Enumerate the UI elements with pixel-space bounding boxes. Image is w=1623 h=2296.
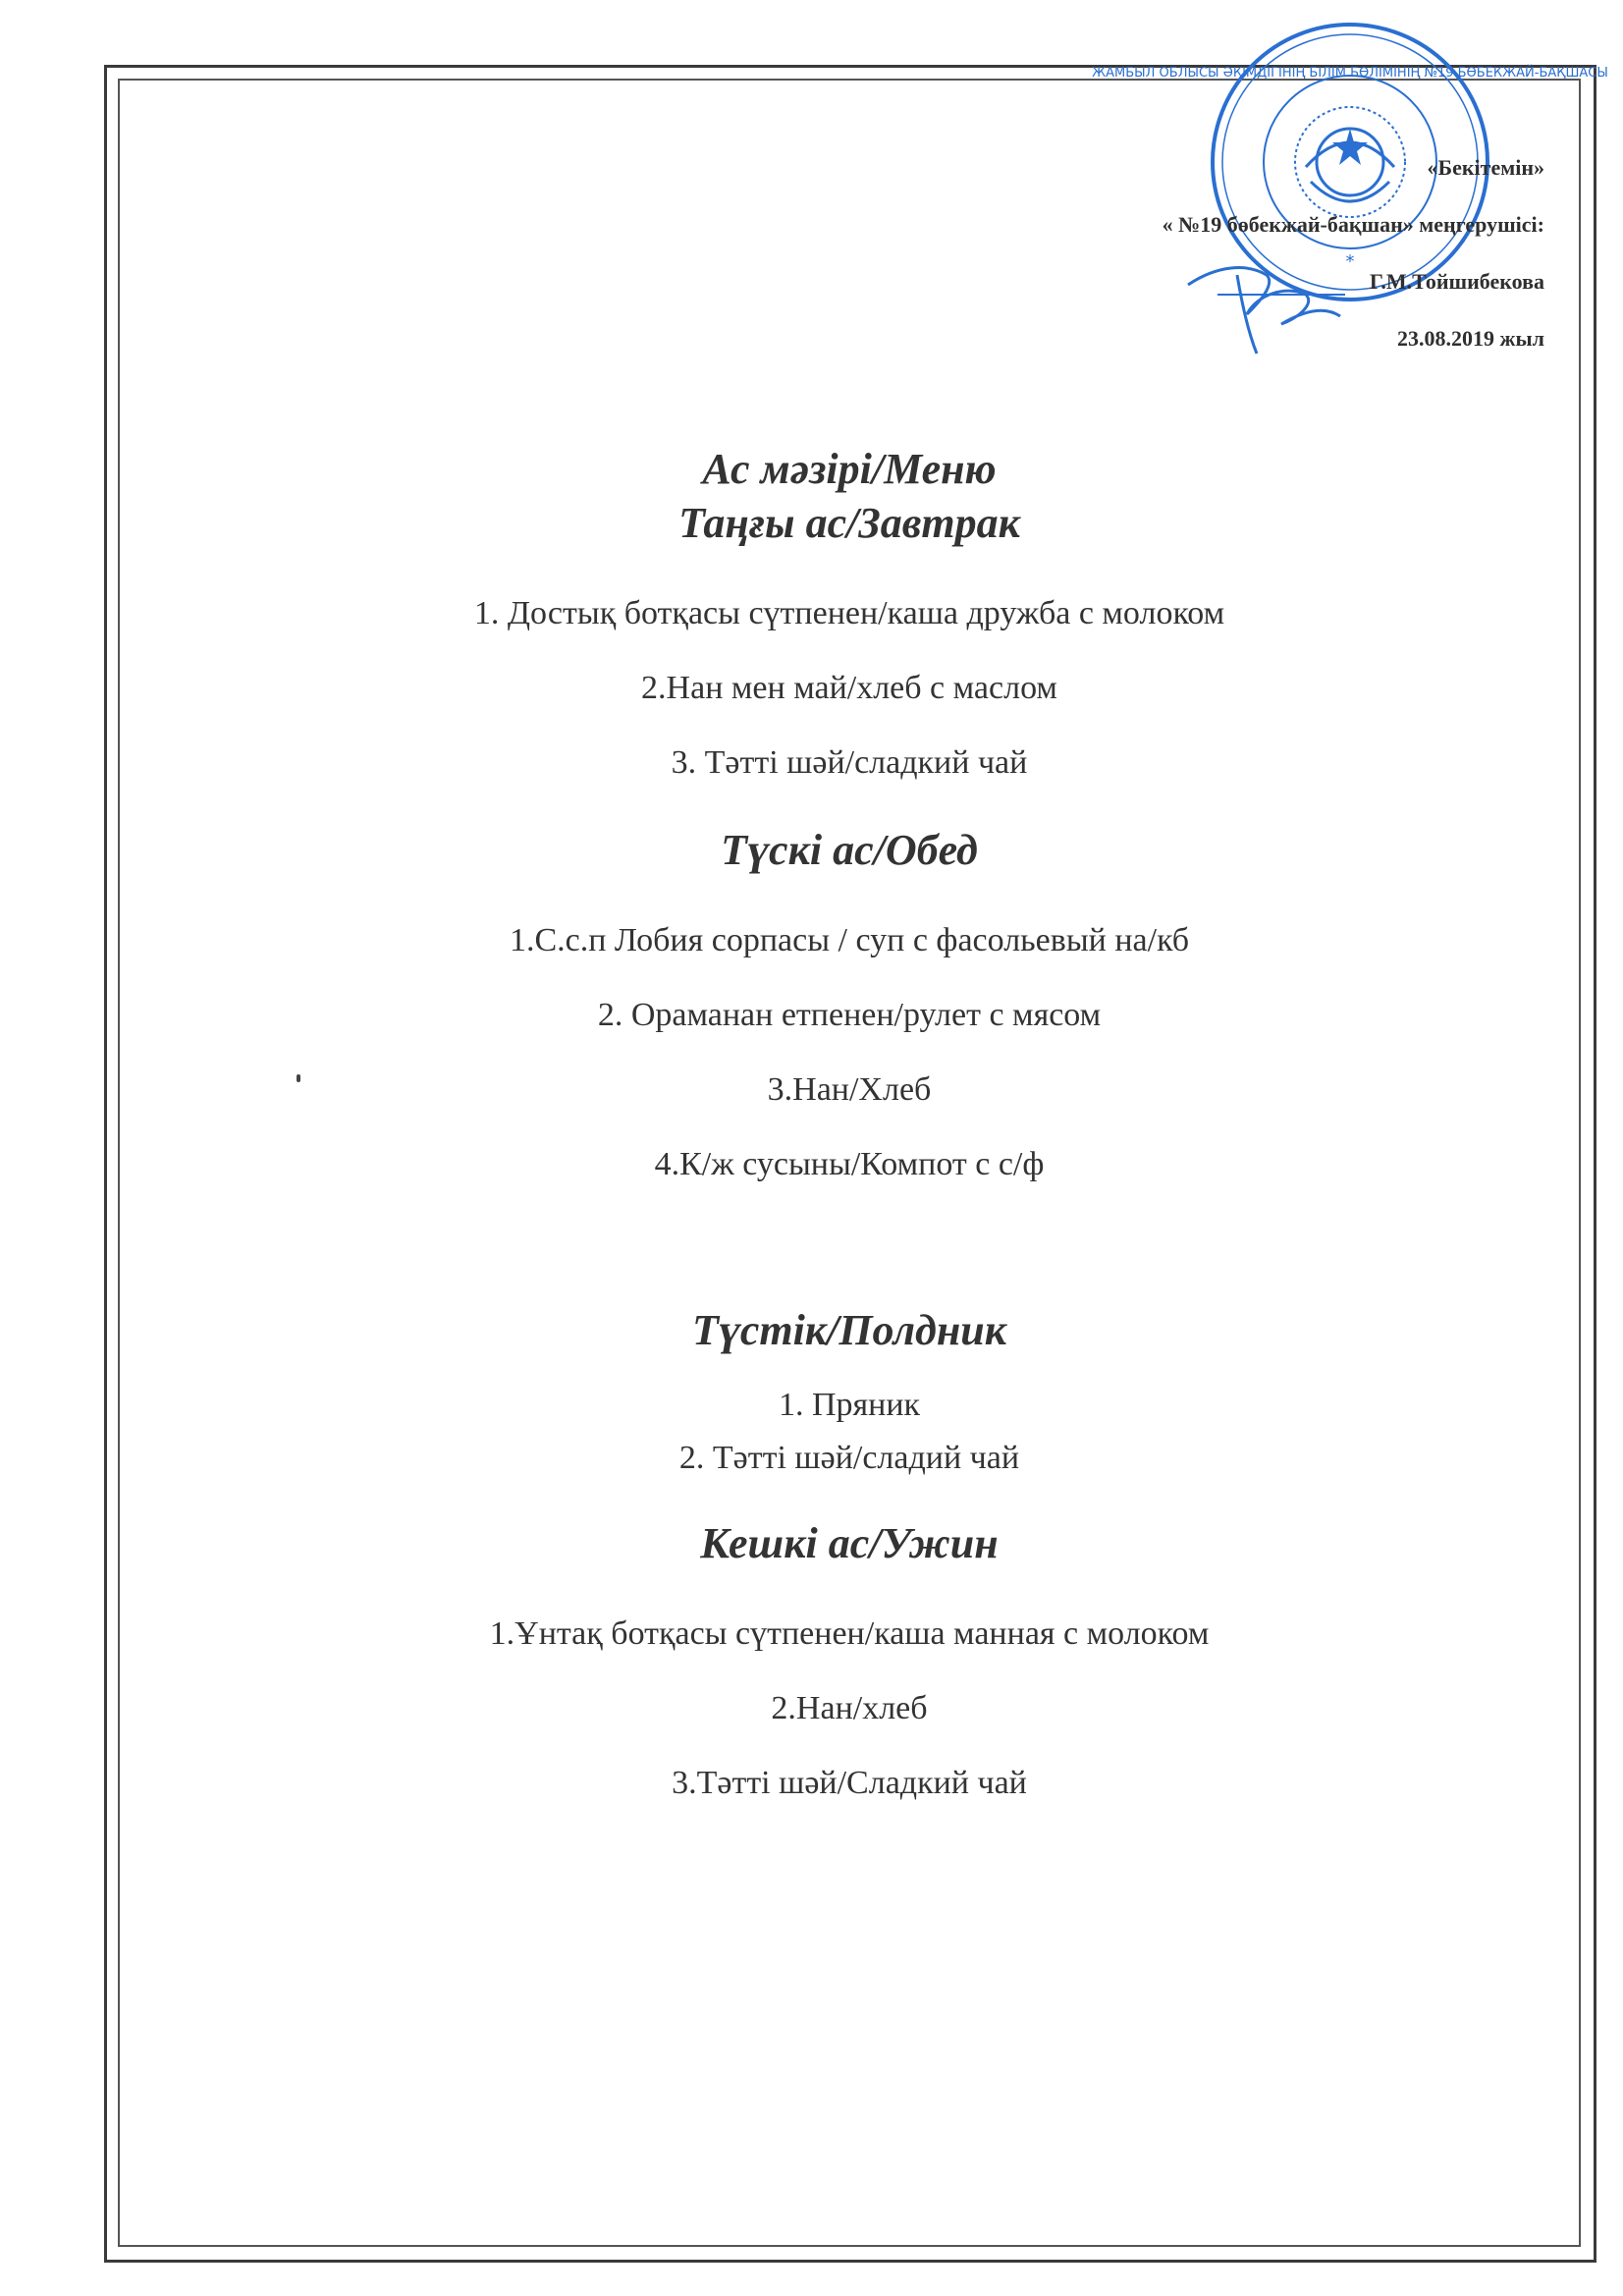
approval-position: « №19 бөбекжай-бақшан» меңгерушісі:	[1162, 212, 1544, 237]
list-item: 4.К/ж сусыны/Компот с с/ф	[654, 1146, 1045, 1182]
seal-outer-text: ЖАМБЫЛ ОБЛЫСЫ ӘКІМДІГІНІҢ БІЛІМ БӨЛІМІНІҢ №19 БӨБЕКЖАЙ-БАҚШАСЫ	[1092, 66, 1608, 81]
list-item: 1. Достық ботқасы сүтпенен/каша дружба с молоком	[473, 595, 1225, 631]
list-item: 1.Ұнтақ ботқасы сүтпенен/каша манная с молоком	[489, 1615, 1210, 1652]
list-item: 2. Ораманан етпенен/рулет с мясом	[597, 997, 1102, 1033]
lunch-heading: Түскі ас/Обед	[721, 826, 978, 874]
snack-heading: Түстік/Полдник	[691, 1306, 1007, 1354]
approval-date: 23.08.2019 жыл	[1397, 326, 1544, 351]
approval-name: Г.М.Тойшибекова	[1369, 269, 1544, 294]
approval-block	[857, 157, 1544, 385]
list-item: 1.С.с.п Лобия сорпасы / суп с фасольевый на/кб	[509, 922, 1190, 958]
list-item: 1. Пряник	[778, 1387, 921, 1423]
list-item: 2.Нан мен май/хлеб с маслом	[641, 670, 1057, 706]
breakfast-heading: Таңғы ас/Завтрак	[678, 499, 1020, 547]
approval-title: «Бекітемін»	[1427, 155, 1544, 180]
list-item: 3.Тәтті шәй/Сладкий чай	[672, 1765, 1027, 1801]
svg-text:*: *	[1345, 251, 1355, 272]
list-item: 2. Тәтті шәй/сладий чай	[678, 1440, 1020, 1476]
list-item: 3. Тәтті шәй/сладкий чай	[671, 744, 1028, 781]
dinner-heading: Кешкі ас/Ужин	[700, 1519, 999, 1567]
list-item: 3.Нан/Хлеб	[767, 1071, 932, 1108]
menu-title: Ас мәзірі/Меню	[702, 445, 997, 493]
menu-content	[128, 442, 1571, 1800]
list-item: 2.Нан/хлеб	[771, 1690, 928, 1726]
